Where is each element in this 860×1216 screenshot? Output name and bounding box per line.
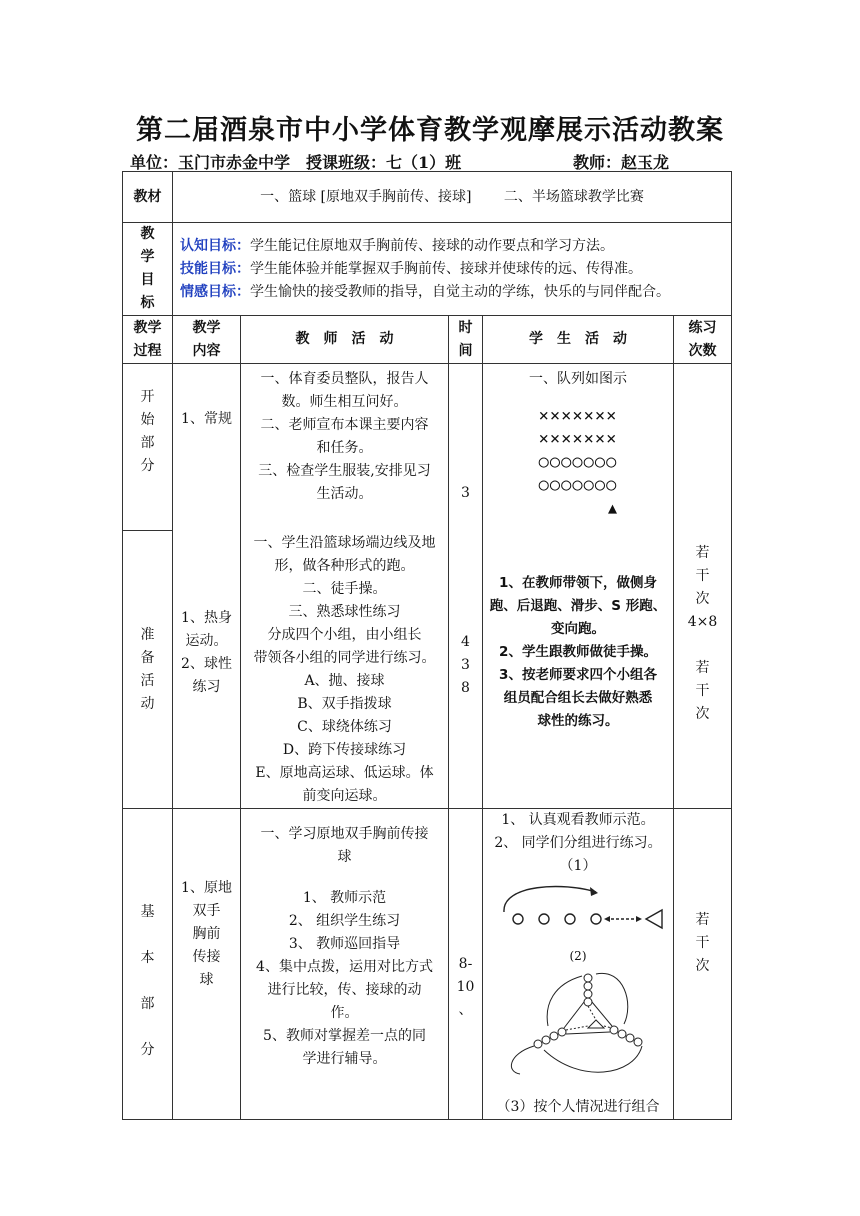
row-start: [123, 364, 732, 531]
header-process: 教学 过程: [123, 316, 173, 364]
material-label: 教材: [123, 172, 173, 223]
formation-row: ○○○○○○○: [538, 475, 618, 495]
formation-row: ×××××××: [538, 406, 618, 426]
header-teacher: 教 师 活 动: [241, 316, 449, 364]
header-content: 教学 内容: [173, 316, 241, 364]
header-practice: 练习 次数: [674, 316, 732, 364]
formation-diagram: [483, 405, 673, 520]
start-content: 1、常规: [181, 411, 232, 427]
start-time: 3: [461, 485, 470, 501]
row-goals: [123, 223, 732, 316]
teacher-activity-start-prep: [241, 364, 449, 809]
prep-teacher: 一、学生沿篮球场端边线及地 形，做各种形式的跑。 二、徒手操。 三、熟悉球性练习 分成四个小组，由小组长 带领各小组的同学进行练习。 A、抛、接球 B、双手指拨球 C、球绕体练习 D、跨下传接球练习 E、原地高运球、低运球。体 前变向运球。: [253, 535, 436, 804]
practice-prep: 若 干 次 4×8 若 干 次: [674, 364, 732, 809]
basic-student: 1、 认真观看教师示范。 2、 同学们分组进行练习。 （1） (2) （3）按个人情况进行组合: [483, 809, 674, 1120]
time-start-prep: [449, 364, 483, 809]
student-activity-start-prep: [483, 364, 674, 809]
material-content: 一、篮球 [原地双手胸前传、接球] 二、半场篮球教学比赛: [173, 172, 732, 223]
goal-affective: 情感目标：学生愉快的接受教师的指导，自觉主动的学练，快乐的与同伴配合。: [180, 283, 670, 300]
basic-content: 1、原地 双手 胸前 传接 球: [173, 809, 241, 1120]
lesson-plan-table: [122, 171, 732, 1120]
diagram3-caption: （3）按个人情况进行组合: [496, 1099, 660, 1115]
basic-practice: 若 干 次: [674, 809, 732, 1120]
goal-cognitive: 认知目标：学生能记住原地双手胸前传、接球的动作要点和学习方法。: [180, 237, 614, 254]
passing-diagram-2: [484, 964, 673, 1088]
prep-content: 1、热身 运动。 2、球性 练习: [181, 610, 232, 695]
start-process: 开 始 部 分: [123, 364, 173, 531]
formation-row: ×××××××: [538, 429, 618, 449]
class-label: 授课班级：七（1）班: [306, 153, 462, 172]
header-time: 时 间: [449, 316, 483, 364]
prep-time: 4 3 8: [461, 634, 470, 696]
teacher-label: 教师：赵玉龙: [573, 153, 670, 172]
basic-time: 8- 10 、: [449, 809, 483, 1120]
unit-and-class: [130, 150, 461, 173]
start-prep-content-cell: [173, 364, 241, 809]
start-teacher: 一、体育委员整队，报告人 数。师生相互问好。 二、老师宣布本课主要内容 和任务。 三、检查学生服装,安排见习 生活动。: [258, 371, 431, 502]
diagram1-label: （1）: [559, 858, 597, 874]
formation-row: ○○○○○○○: [538, 452, 618, 472]
goal-skill: 技能目标：学生能体验并能掌握双手胸前传、接球并使球传的远、传得准。: [180, 260, 642, 277]
diagram2-label: (2): [569, 949, 587, 963]
goals-label: 教 学 目 标: [123, 223, 173, 316]
row-material: [123, 172, 732, 223]
header-student: 学 生 活 动: [483, 316, 674, 364]
goals-content: [173, 223, 732, 316]
document-title: 第二届酒泉市中小学体育教学观摩展示活动教案: [136, 115, 724, 146]
row-basic: [123, 809, 732, 1120]
basic-teacher: 一、学习原地双手胸前传接 球 1、 教师示范 2、 组织学生练习 3、 教师巡回指导 4、集中点拨，运用对比方式 进行比较，传、接球的动 作。 5、教师对掌握差一点的同 学进行辅导。: [241, 809, 449, 1120]
row-headers: [123, 316, 732, 364]
prep-student: 1、在教师带领下，做侧身 跑、后退跑、滑步、S 形跑、 变向跑。 2、学生跟教师做徒手操。 3、按老师要求四个小组各 组员配合组长去做好熟悉 球性的练习。: [489, 575, 667, 729]
prep-process: 准 备 活 动: [123, 531, 173, 809]
passing-diagram-1: [484, 878, 673, 940]
unit-label: 单位：玉门市赤金中学: [130, 153, 291, 172]
teacher-position-icon: ▲: [607, 499, 619, 517]
basic-process: 基 本 部 分: [123, 809, 173, 1120]
start-student-title: 一、队列如图示: [529, 371, 627, 387]
